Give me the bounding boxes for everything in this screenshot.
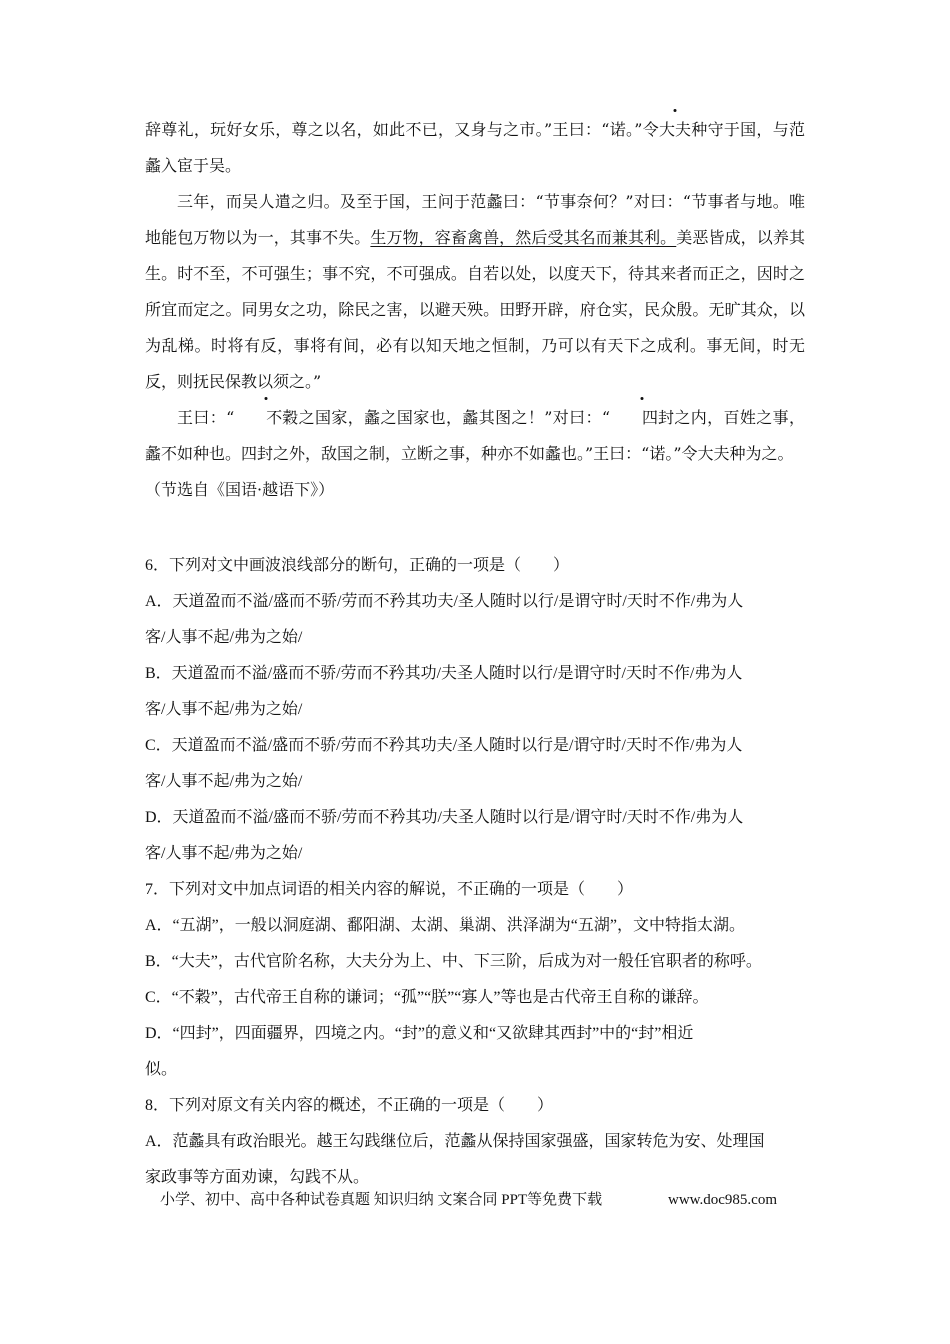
page-footer (160, 1186, 800, 1214)
question-7-option-b: B．“大夫”，古代官阶名称，大夫分为上、中、下三阶，后成为对一般任官职者的称呼。 (145, 953, 762, 970)
question-8-stem: 8．下列对原文有关内容的概述，不正确的一项是（ ） (145, 1097, 554, 1114)
question-7-option-c: C．“不穀”，古代帝王自称的谦词；“孤”“朕”“寡人”等也是古代帝王自称的谦辞。 (145, 989, 709, 1006)
question-6-option-a: A．天道盈而不溢/盛而不骄/劳而不矜其功夫/圣人随时以行/是谓守时/天时不作/弗为人 (145, 593, 744, 610)
passage-paragraph-2 (145, 184, 805, 400)
dotted-term-sifeng: 四封 (610, 400, 674, 436)
passage-text: 美恶皆成，以养其生。时不至，不可强生；事不究，不可强成。自若以处，以度天下，待其来者而正之，因时之所宜而定之。同男女之功，除民之害，以避天殃。田野开辟，府仓实，民众殷。无旷其众，以为乱梯。时将有反，事将有间，必有以知天地之恒制，乃可以有天下之成利。事无间，时无反，则抚民保教以须之。” (145, 228, 805, 391)
passage-text: 之国家，蠡之国家也，蠡其图之！”对曰：“ (298, 408, 611, 427)
question-7-option-d: D．“四封”，四面疆界，四境之内。“封”的意义和“又欲肆其西封”中的“封”相近 (145, 1025, 694, 1042)
underlined-sentence: 生万物，容畜禽兽，然后受其名而兼其利。 (370, 228, 677, 247)
footer-text: 小学、初中、高中各种试卷真题 知识归纳 文案合同 PPT等免费下载 (160, 1192, 603, 1208)
passage-paragraph-3 (145, 400, 805, 472)
passage-text: 三年，而吴人遣之归。及至于国，王问于范蠡曰：“节事奈何？”对曰：“节事者与地。唯地能包万物以为一，其事不失。 (145, 192, 805, 247)
passage-paragraph-1 (145, 112, 805, 184)
passage-text: 种守于国，与范蠡入宦于吴。 (145, 120, 805, 175)
passage-text: 王曰：“ (177, 408, 235, 427)
question-list (145, 548, 805, 1196)
question-6-option-d-cont: 客/人事不起/弗为之始/ (145, 845, 303, 862)
question-7-stem: 7．下列对文中加点词语的相关内容的解说，不正确的一项是（ ） (145, 881, 634, 898)
classical-passage (145, 112, 805, 508)
passage-text: 辞尊礼，玩好女乐，尊之以名，如此不已，又身与之市。”王曰：“诺。”令 (145, 120, 660, 139)
question-6-option-b-cont: 客/人事不起/弗为之始/ (145, 701, 303, 718)
dotted-term-dafu: 大夫 (659, 112, 691, 148)
passage-source: （节选自《国语·越语下》） (145, 480, 335, 499)
question-6-option-b: B．天道盈而不溢/盛而不骄/劳而不矜其功/夫圣人随时以行/是谓守时/天时不作/弗为人 (145, 665, 743, 682)
question-8-option-a: A．范蠡具有政治眼光。越王勾践继位后，范蠡从保持国家强盛，国家转危为安、处理国 (145, 1133, 765, 1150)
question-8-option-a-cont: 家政事等方面劝谏，勾践不从。 (145, 1169, 370, 1186)
passage-text: 之内，百姓之事，蠡不如种也。四封之外，敌国之制，立断之事，种亦不如蠡也。”王曰：“诺。”令大夫种为之。 (145, 408, 805, 463)
question-6-option-d: D．天道盈而不溢/盛而不骄/劳而不矜其功/夫圣人随时以行是/谓守时/天时不作/弗为人 (145, 809, 744, 826)
question-6-option-a-cont: 客/人事不起/弗为之始/ (145, 629, 303, 646)
question-6-option-c: C．天道盈而不溢/盛而不骄/劳而不矜其功夫/圣人随时以行是/谓守时/天时不作/弗为人 (145, 737, 743, 754)
dotted-term-bugu: 不穀 (234, 400, 298, 436)
question-6-stem: 6．下列对文中画波浪线部分的断句，正确的一项是（ ） (145, 557, 570, 574)
question-7-option-a: A．“五湖”，一般以洞庭湖、鄱阳湖、太湖、巢湖、洪泽湖为“五湖”，文中特指太湖。 (145, 917, 745, 934)
question-6-option-c-cont: 客/人事不起/弗为之始/ (145, 773, 303, 790)
question-7-option-d-cont: 似。 (145, 1061, 178, 1078)
footer-site-link[interactable]: www.doc985.com (668, 1192, 778, 1208)
